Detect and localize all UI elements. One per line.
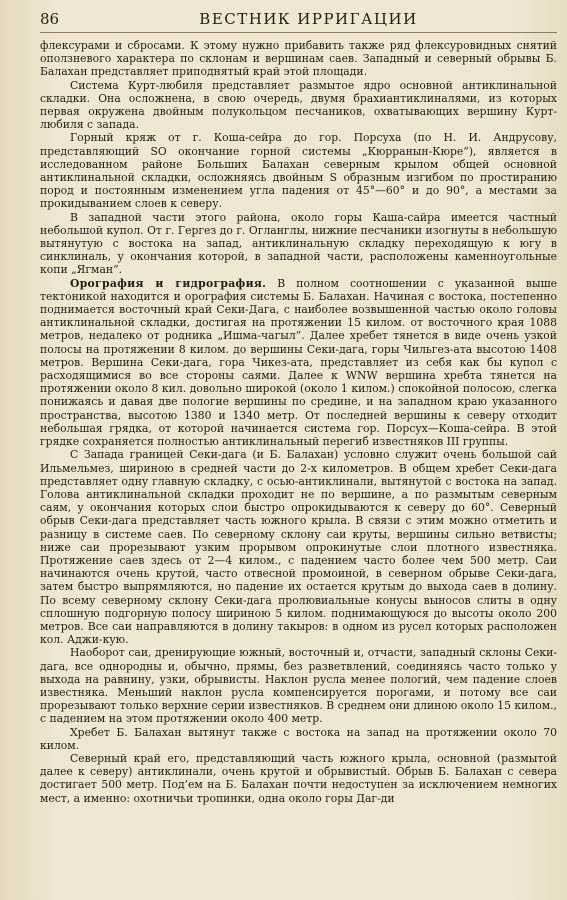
page-header [40,10,557,33]
paragraph: флексурами и сбросами. К этому нужно прибавить также ряд флексуровидных снятий оползневого характера по склонам и вершинам саев. Западный и северный обрывы Б. Балахан представляет приподнятый край этой площади. [40,39,557,79]
paragraph: С Запада границей Секи-дага (и Б. Балахан) условно служит очень большой сай Ильмельмез, шириною в средней части до 2-х километров. В общем хребет Секи-дага представляет одну главную складку, с осью-антиклинали, вытянутой с востока на запад. Голова антиклинальной складки проходит не по вершине, а по размытым северным саям, у окончания которых слои быстро опрокидываются к северу до 60°. Северный обрыв Секи-дага представляет часть южного крыла. В связи с этим можно отметить и разницу в системе саев. По северному склону саи круты, вершины сильно ветвисты; ниже саи прорезывают узким прорывом опрокинутые слои плотного известняка. Протяжение саев здесь от 2—4 килом., с падением часто более чем 500 метр. Саи начинаются очень крутой, часто отвесной промоиной, в северном обрыве Секи-дага, затем быстро выпрямляются, но падение их остается крутым до выхода саев в долину. По всему северному склону Секи-дага пролювиальные конусы выносов слиты в одну сплошную подгорную полосу шириною 5 килом. поднимающуюся до высоты около 200 метров. Все саи направляются в долину такыров: в одном из русел которых расположен кол. Аджи-кую. [40,448,557,647]
page-number: 86 [40,10,60,28]
paragraph: Система Курт-любиля представляет размытое ядро основной антиклинальной складки. Она осложнена, в свою очередь, двумя брахиантиклиналями, из которых первая окружена двойным полукольцом песчаников, охватывающих вершину Курт-любиля с запада. [40,78,557,132]
journal-title: ВЕСТНИК ИРРИГАЦИИ [199,10,418,28]
paragraph: В западной части этого района, около горы Каша-сайра имеется частный небольшой купол. От г. Гергез до г. Огланглы, нижние песчаники изогнуты в небольшую вытянутую с востока на запад, антиклинальную складку переходящую к югу в синклиналь, у окончания которой, в западной части, расположены каменноугольные копи „Ягман“. [40,210,557,277]
paragraph: Горный кряж от г. Коша-сейра до гор. Порсуха (по Н. И. Андрусову, представляющий SO окончание горной системы „Кюрранын-Кюре“), является в исследованном районе Больших Балахан северным крылом общей основной антиклинальной складки, осложняясь двойным S образным изгибом по простиранию пород и постоянным изменением угла падения от 45°—60° и до 90°, а местами за прокидыванием слоев к северу. [40,131,557,211]
paragraph: Хребет Б. Балахан вытянут также с востока на запад на протяжении около 70 килом. [40,725,557,752]
paragraph-text: В полном соотношении с указанной выше тектоникой находится и орография системы Б. Балахан. Начиная с востока, постепенно поднимается восточный край Секи-Дага, с наиболее возвышенной частью около головы антиклинальной складки, достигая на протяжении 15 килом. от восточного края 1088 метров, недалеко от родника „Ишма-чагыл“. Далее хребет тянется в виде очень узкой полосы на протяжении 8 килом. до вершины Секи-дага, горы Чильгез-ата высотою 1408 метров. Вершина Секи-дага, гора Чикез-ата, представляет из себя как бы купол с расходящимися во все стороны саями. Далее к WNW вершина хребта тянется на протяжении около 8 кил. довольно широкой (около 1 килом.) спокойной полосою, слегка понижаясь и давая две пологие вершины по средине, и на западном краю указанного пространства, высотою 1380 и 1340 метр. От последней вершины к северу отходит небольшая грядка, от которой начинается система гор. Порсух—Коша-сейра. В этой грядке сохраняется полностью антиклинальный перегиб известняков III группы. [40,276,557,449]
paragraph: Северный край его, представляющий часть южного крыла, основной (размытой далее к северу) антиклинали, очень крутой и обрывистый. Обрыв Б. Балахан с севера достигает 500 метр. Под’ем на Б. Балахан почти недоступен за исключением немногих мест, а именно: охотничьи тропинки, одна около горы Даг-ди [40,751,557,805]
paragraph [40,277,557,449]
paragraph: Наоборот саи, дренирующие южный, восточный и, отчасти, западный склоны Секи-дага, все однородны и, обычно, прямы, без разветвлений, соединяясь часто только у выхода на равнину, узки, обрывисты. Наклон русла менее пологий, чем падение слоев известняка. Меньший наклон русла компенсируется порогами, и потому все саи прорезывают только верхние серии известняков. В среднем они длиною около 15 килом., с падением на этом протяжении около 400 метр. [40,646,557,726]
article-body [40,39,557,805]
section-title: Орография и гидрография. [70,276,267,290]
